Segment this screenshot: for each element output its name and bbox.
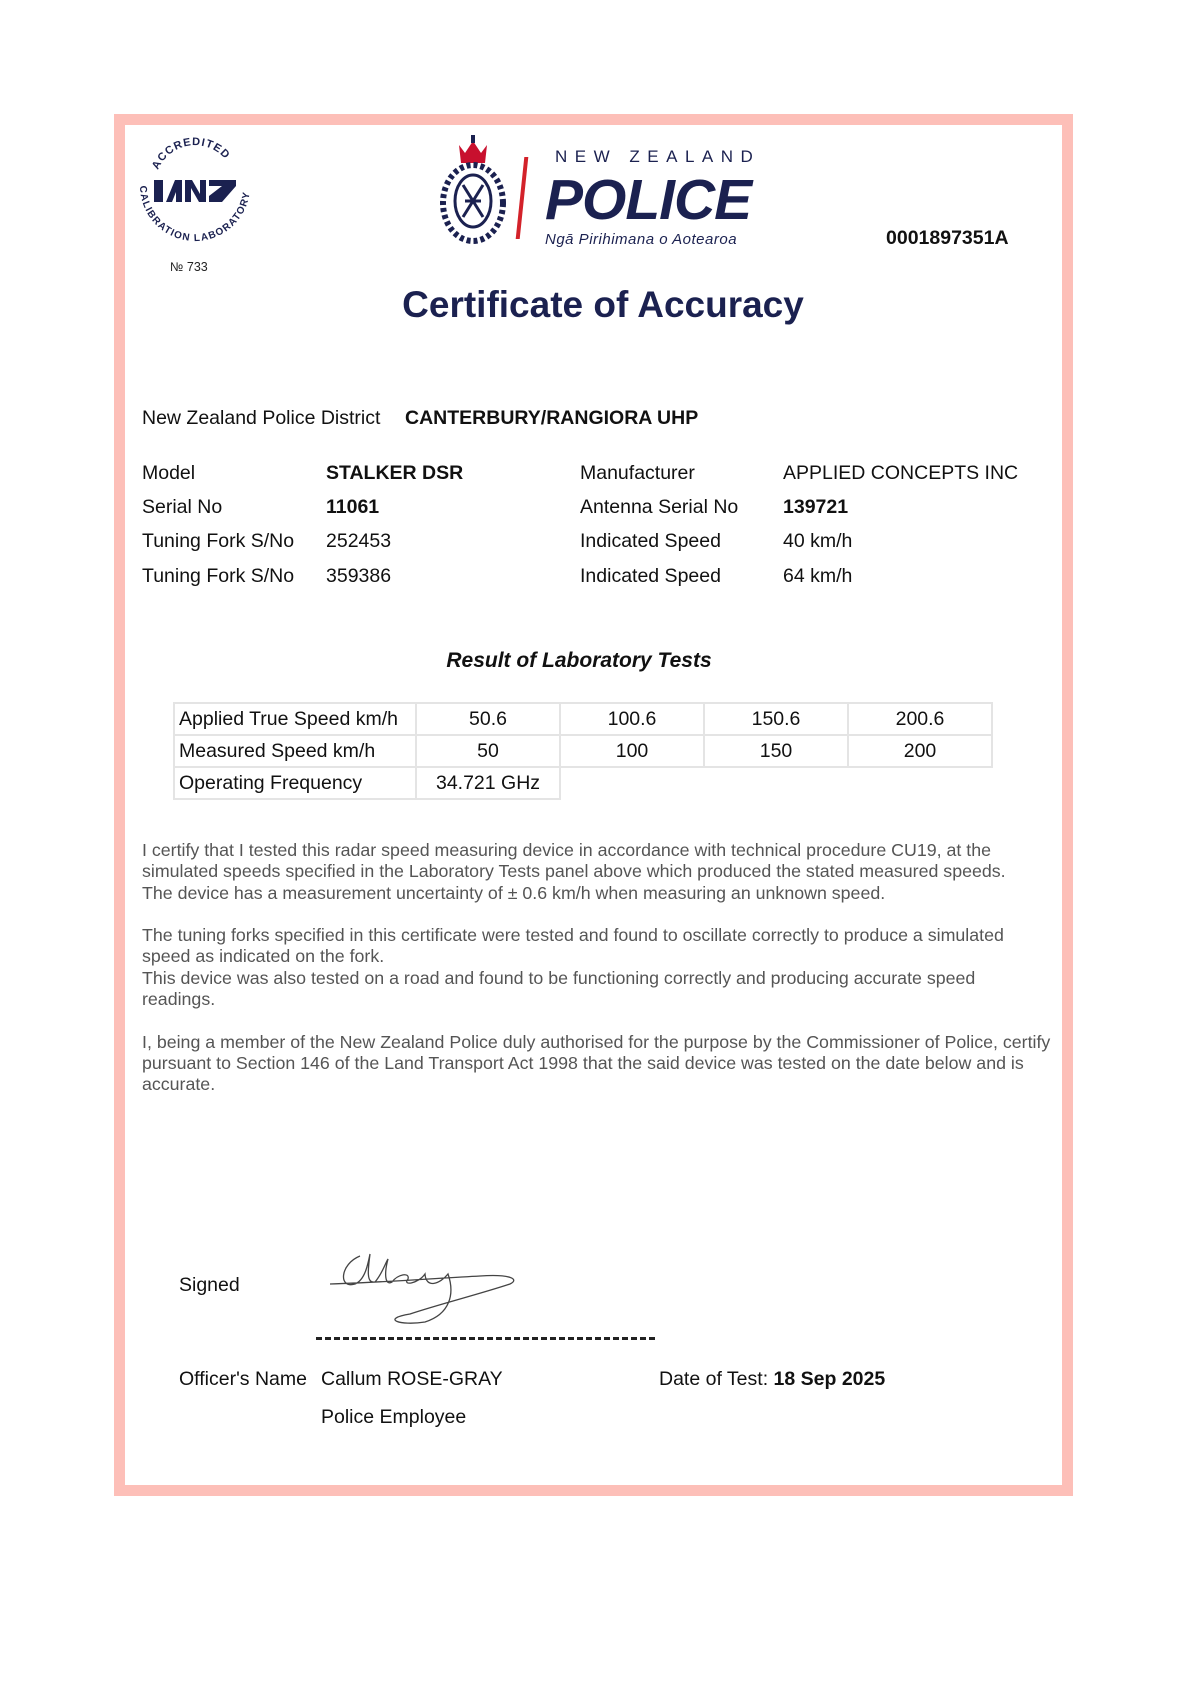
table-row bbox=[174, 767, 992, 799]
logo-divider bbox=[516, 157, 529, 239]
signed-label: Signed bbox=[179, 1274, 240, 1296]
road-test-paragraph: This device was also tested on a road and found to be functioning correctly and producing accurate speed readings. bbox=[142, 967, 976, 1010]
detail-label: Tuning Fork S/No bbox=[142, 565, 295, 587]
officer-role: Police Employee bbox=[321, 1406, 467, 1428]
logo-police: POLICE bbox=[545, 168, 752, 232]
detail-value: 359386 bbox=[326, 565, 392, 587]
ianz-number: № 733 bbox=[170, 260, 208, 274]
certificate-number: 0001897351A bbox=[886, 227, 1009, 249]
date-value: 18 Sep 2025 bbox=[773, 1368, 886, 1390]
page-title: Certificate of Accuracy bbox=[402, 284, 804, 325]
table-row bbox=[174, 703, 992, 735]
police-crest-icon bbox=[433, 135, 513, 247]
ianz-ring-text: CALIBRATION LABORATORY bbox=[136, 185, 253, 245]
ianz-logo bbox=[130, 128, 260, 278]
table-cell: 50 bbox=[416, 735, 560, 767]
officer-name-label: Officer's Name bbox=[179, 1368, 307, 1390]
nz-police-logo bbox=[433, 135, 773, 251]
table-cell: 50.6 bbox=[416, 703, 560, 735]
detail-label: Indicated Speed bbox=[580, 565, 721, 587]
table-cell: 150 bbox=[704, 735, 848, 767]
detail-label: Serial No bbox=[142, 496, 223, 518]
detail-value: 11061 bbox=[326, 496, 380, 518]
svg-text:ACCREDITED bbox=[150, 136, 232, 171]
detail-value: 139721 bbox=[783, 496, 849, 518]
table-cell: 100.6 bbox=[560, 703, 704, 735]
authorisation-paragraph: I, being a member of the New Zealand Police duly authorised for the purpose by the Commissioner of Police, certify pursuant to Section 146 of the Land Transport Act 1998 that the said device was tested on the date below and is accurate. bbox=[142, 1031, 1051, 1095]
table-cell: 200 bbox=[848, 735, 992, 767]
results-table bbox=[173, 702, 993, 800]
logo-maori-name: Ngā Pirihimana o Aotearoa bbox=[545, 231, 738, 248]
detail-value: 252453 bbox=[326, 530, 392, 552]
detail-label: Antenna Serial No bbox=[580, 496, 739, 518]
table-row bbox=[174, 735, 992, 767]
detail-value: 40 km/h bbox=[783, 530, 853, 552]
signature-line bbox=[316, 1337, 655, 1340]
date-of-test bbox=[659, 1368, 885, 1391]
detail-value: STALKER DSR bbox=[326, 462, 464, 484]
table-cell: 34.721 GHz bbox=[416, 767, 560, 799]
row-label: Measured Speed km/h bbox=[174, 735, 416, 767]
district-value: CANTERBURY/RANGIORA UHP bbox=[405, 407, 699, 429]
signature-image bbox=[330, 1244, 540, 1329]
table-cell: 200.6 bbox=[848, 703, 992, 735]
tuning-fork-paragraph: The tuning forks specified in this certificate were tested and found to oscillate correctly to produce a simulated speed as indicated on the fork. bbox=[142, 925, 1004, 967]
table-cell: 100 bbox=[560, 735, 704, 767]
uncertainty-paragraph: The device has a measurement uncertainty of ± 0.6 km/h when measuring an unknown speed. bbox=[142, 882, 886, 903]
row-label: Operating Frequency bbox=[174, 767, 416, 799]
detail-label: Model bbox=[142, 462, 196, 484]
ianz-accredited-text: ACCREDITED bbox=[149, 136, 233, 172]
certification-text bbox=[142, 840, 1052, 1096]
detail-value: 64 km/h bbox=[783, 565, 853, 587]
results-heading: Result of Laboratory Tests bbox=[446, 649, 712, 672]
logo-new-zealand: NEW ZEALAND bbox=[555, 147, 761, 166]
date-label: Date of Test: bbox=[659, 1368, 769, 1390]
detail-label: Indicated Speed bbox=[580, 530, 721, 552]
certification-paragraph: I certify that I tested this radar speed measuring device in accordance with technical procedure CU19, at the simulated speeds specified in the Laboratory Tests panel above which produced the stated measured speeds. bbox=[142, 840, 1006, 882]
row-label: Applied True Speed km/h bbox=[174, 703, 416, 735]
district-label: New Zealand Police District bbox=[142, 407, 381, 429]
officer-name: Callum ROSE-GRAY bbox=[321, 1368, 503, 1390]
detail-value: APPLIED CONCEPTS INC bbox=[783, 462, 1019, 484]
detail-label: Manufacturer bbox=[580, 462, 695, 484]
table-cell: 150.6 bbox=[704, 703, 848, 735]
detail-label: Tuning Fork S/No bbox=[142, 530, 295, 552]
